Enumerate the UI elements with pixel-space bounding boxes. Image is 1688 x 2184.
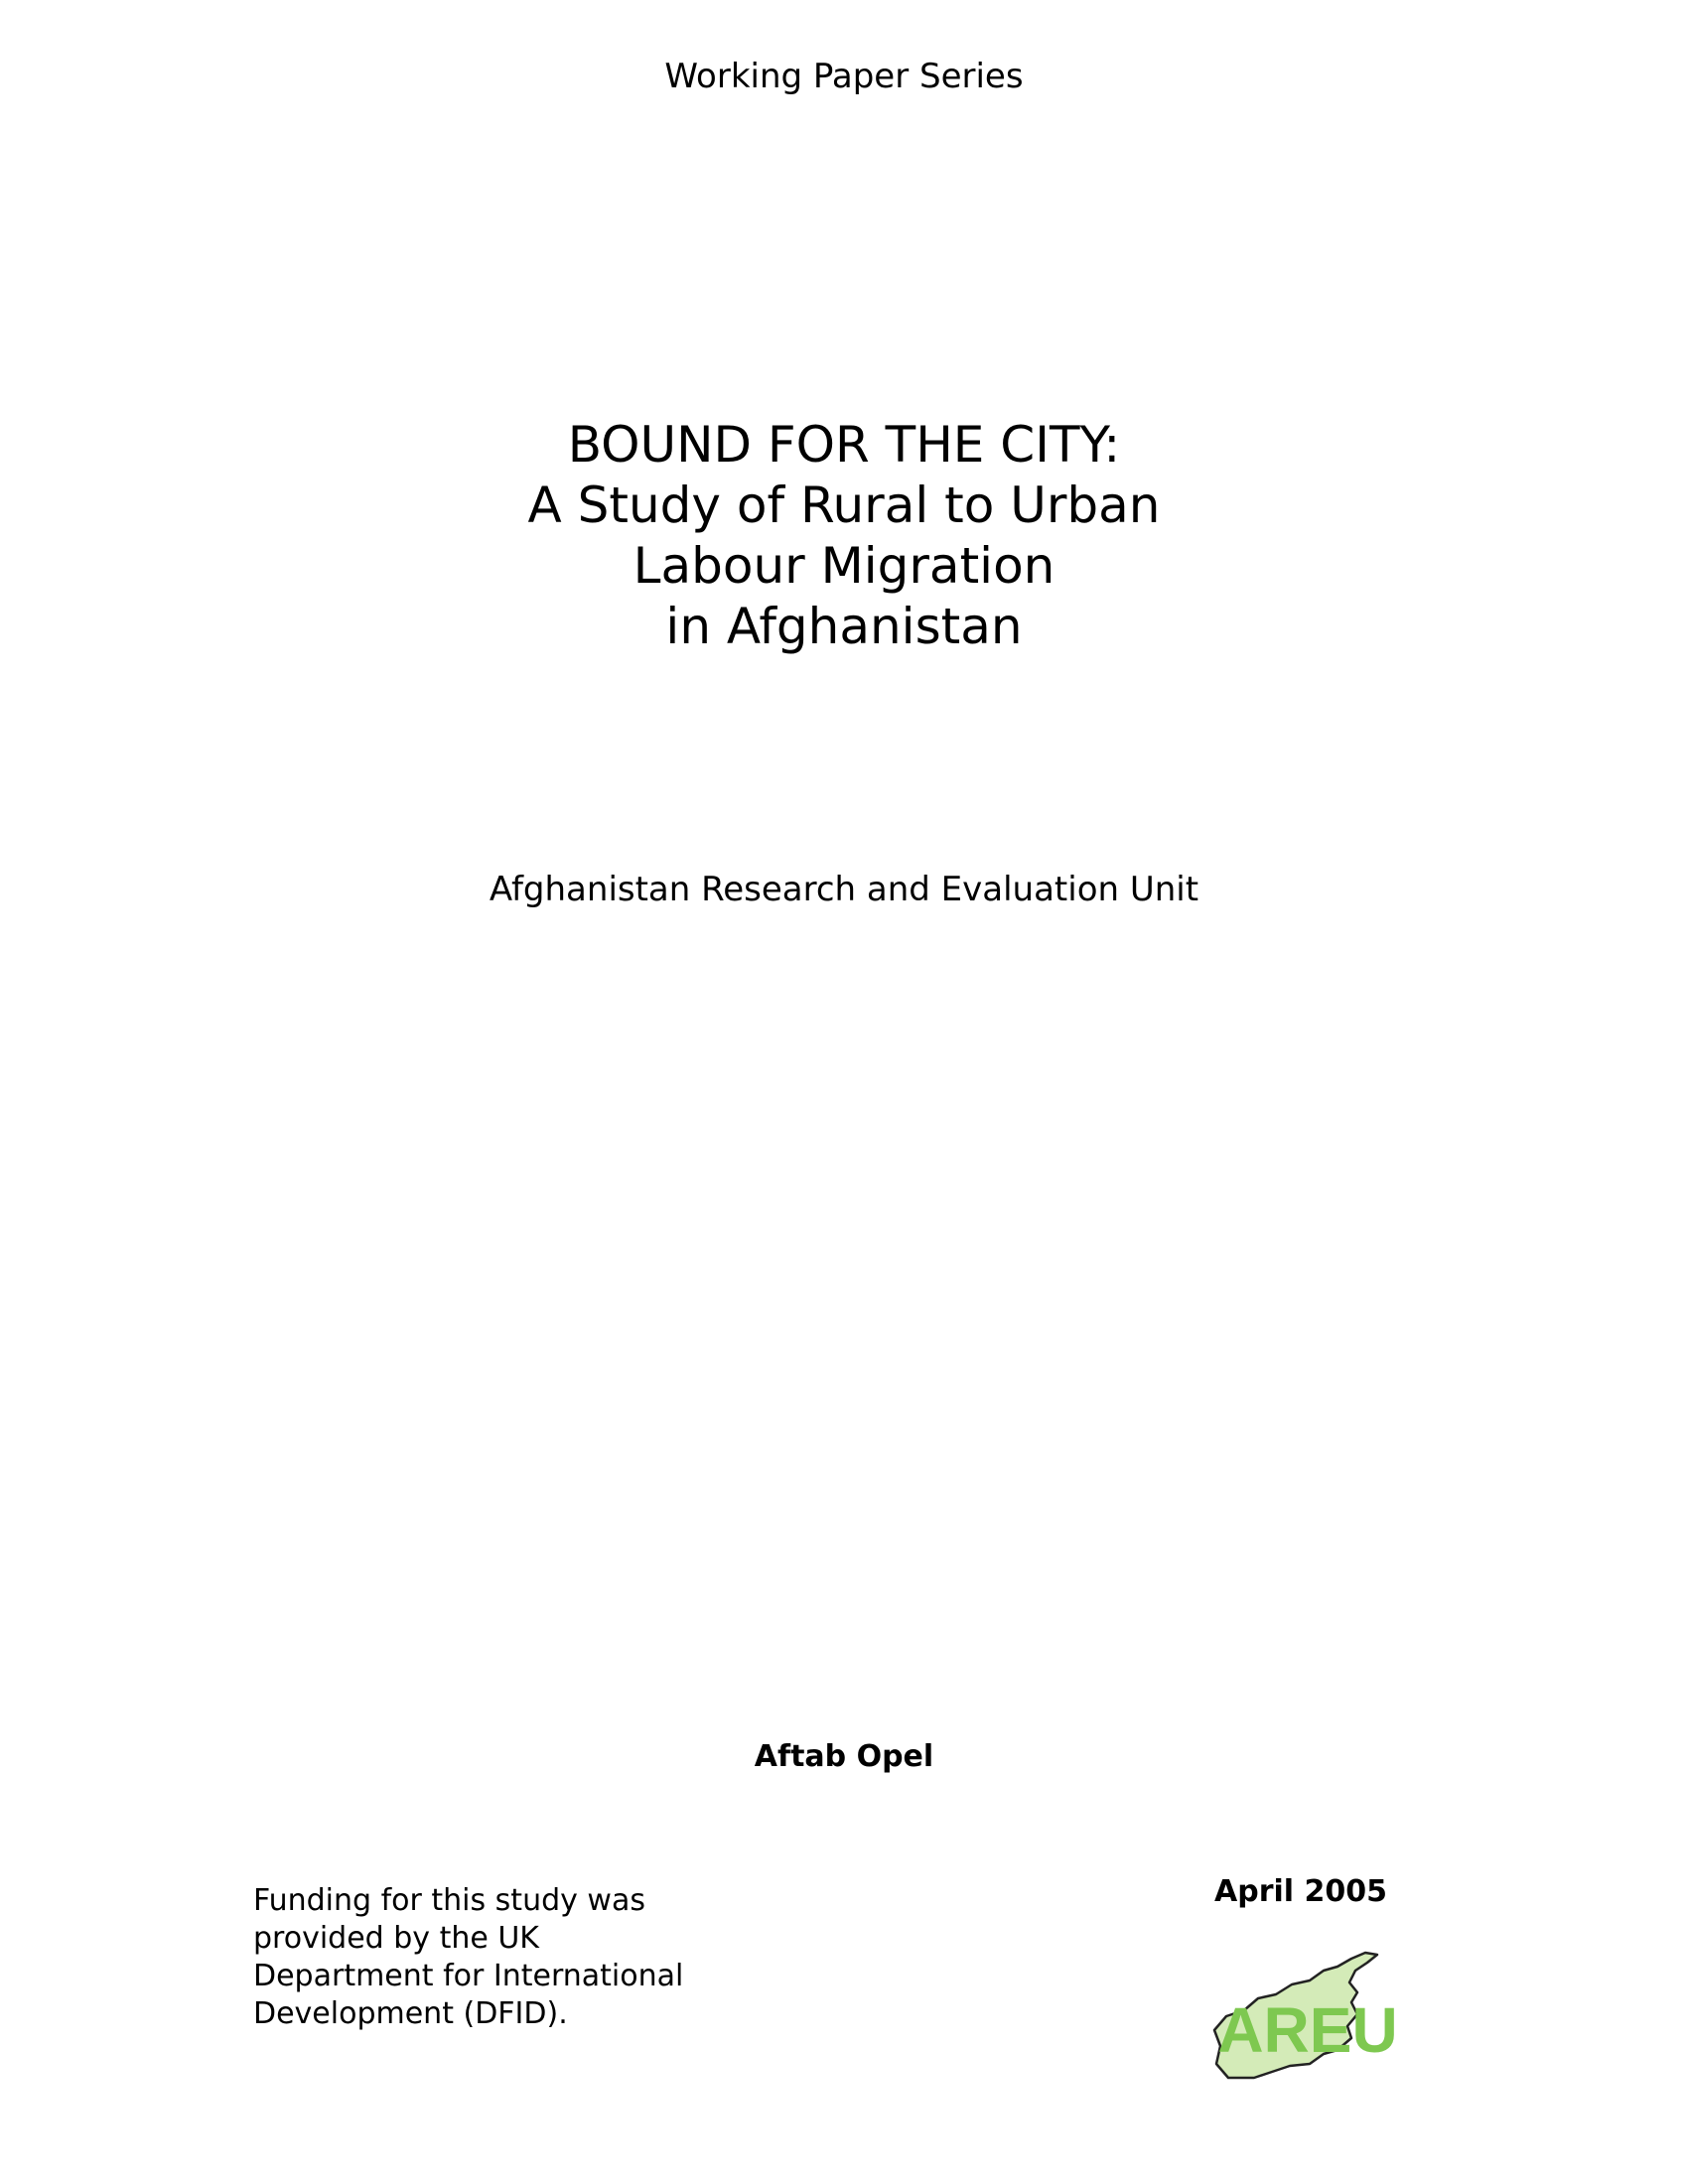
- title-line-3: Labour Migration: [633, 537, 1055, 595]
- funding-line-1: Funding for this study was: [253, 1883, 645, 1918]
- funding-line-4: Development (DFID).: [253, 1996, 568, 2031]
- title-line-1: BOUND FOR THE CITY:: [567, 416, 1121, 474]
- publication-date: April 2005: [1214, 1874, 1387, 1909]
- organization-name: Afghanistan Research and Evaluation Unit: [489, 870, 1199, 909]
- funding-line-2: provided by the UK: [253, 1921, 539, 1956]
- title-line-4: in Afghanistan: [665, 598, 1023, 655]
- funding-note: [253, 1882, 770, 2033]
- title-line-2: A Study of Rural to Urban: [527, 477, 1161, 534]
- funding-line-3: Department for International: [253, 1959, 684, 1993]
- series-label: Working Paper Series: [664, 57, 1024, 96]
- author-name: Aftab Opel: [754, 1739, 934, 1774]
- afghanistan-map-logo-icon: [1206, 1941, 1405, 2085]
- logo-text: AREU: [1217, 1994, 1398, 2066]
- document-title: [0, 415, 1688, 657]
- areu-logo: [1206, 1941, 1405, 2085]
